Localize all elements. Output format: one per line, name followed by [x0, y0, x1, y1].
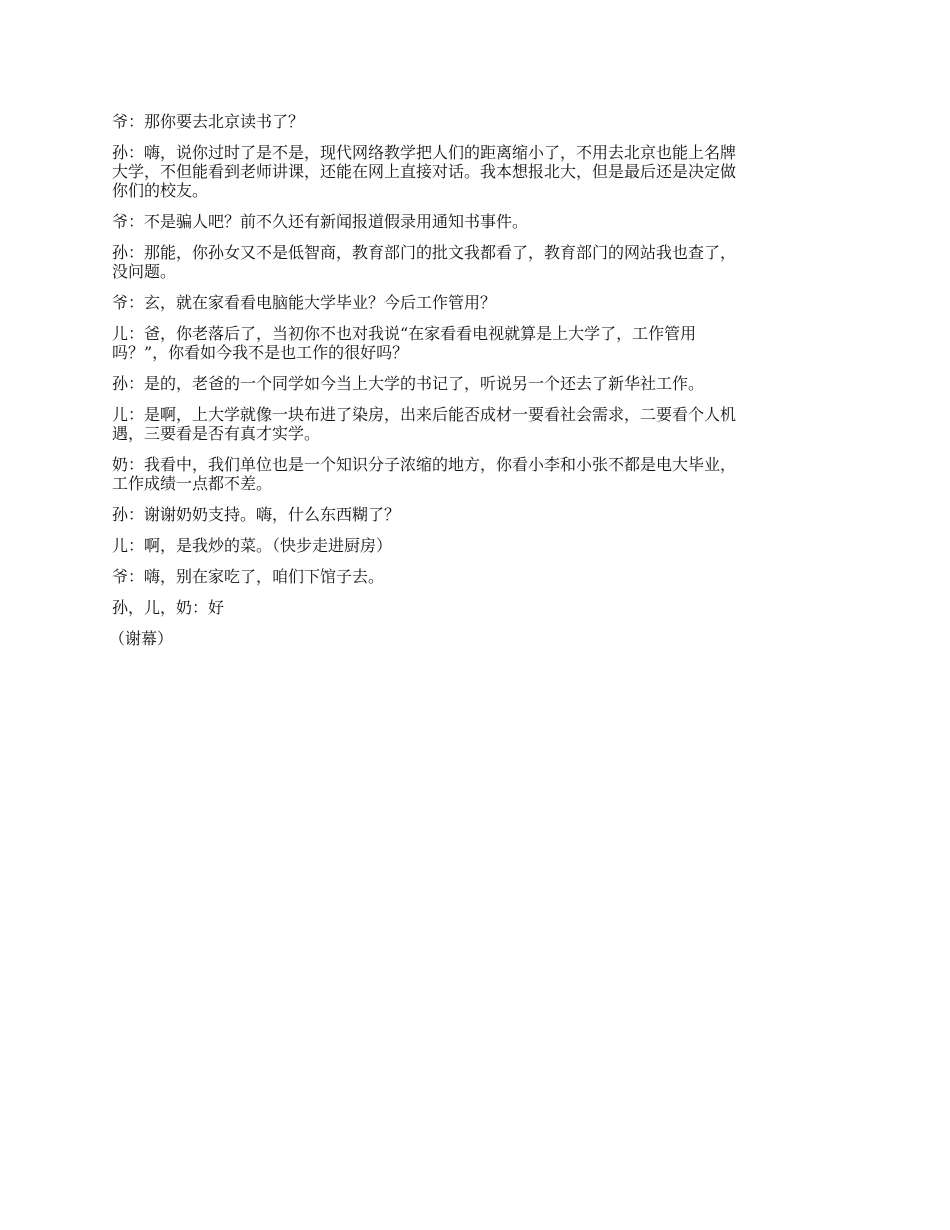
- document-page: [109, 112, 838, 660]
- dialogue-line-granddaughter-4: 孙：谢谢奶奶支持。嗨，什么东西糊了？: [112, 505, 401, 524]
- dialogue-line-granddaughter-3: 孙：是的，老爸的一个同学如今当上大学的书记了，听说另一个还去了新华社工作。: [112, 374, 705, 393]
- dialogue-line-son-1: 儿：爸，你老落后了，当初你不也对我说“在家看看电视就算是上大学了，工作管用 吗？”，你看如今我不是也工作的很好吗？: [112, 324, 697, 362]
- dialogue-line-grandpa-1: 爷：那你要去北京读书了？: [112, 112, 305, 131]
- dialogue-line-son-2: 儿：是啊，上大学就像一块布进了染房，出来后能否成材一要看社会需求，二要看个人机 遇，三要看是否有真才实学。: [112, 405, 737, 443]
- dialogue-line-grandpa-2: 爷：不是骗人吧？前不久还有新闻报道假录用通知书事件。: [112, 212, 529, 231]
- curtain-call: （谢幕）: [109, 629, 174, 648]
- dialogue-line-all: 孙，儿，奶：好: [112, 598, 225, 617]
- dialogue-line-grandpa-3: 爷：玄，就在家看看电脑能大学毕业？今后工作管用？: [112, 293, 497, 312]
- dialogue-line-granddaughter-2: 孙：那能，你孙女又不是低智商，教育部门的批文我都看了，教育部门的网站我也查了， 没问题。: [112, 243, 737, 281]
- dialogue-line-son-3: 儿：啊，是我炒的菜。（快步走进厨房）: [112, 536, 393, 555]
- dialogue-line-granddaughter-1: 孙：嗨，说你过时了是不是，现代网络教学把人们的距离缩小了，不用去北京也能上名牌 大学，不但能看到老师讲课，还能在网上直接对话。我本想报北大，但是最后还是决定做 你们的校友。: [112, 143, 737, 200]
- dialogue-line-grandpa-4: 爷：嗨，别在家吃了，咱们下馆子去。: [112, 567, 385, 586]
- dialogue-line-grandma-1: 奶：我看中，我们单位也是一个知识分子浓缩的地方，你看小李和小张不都是电大毕业， 工作成绩一点都不差。: [112, 455, 737, 493]
